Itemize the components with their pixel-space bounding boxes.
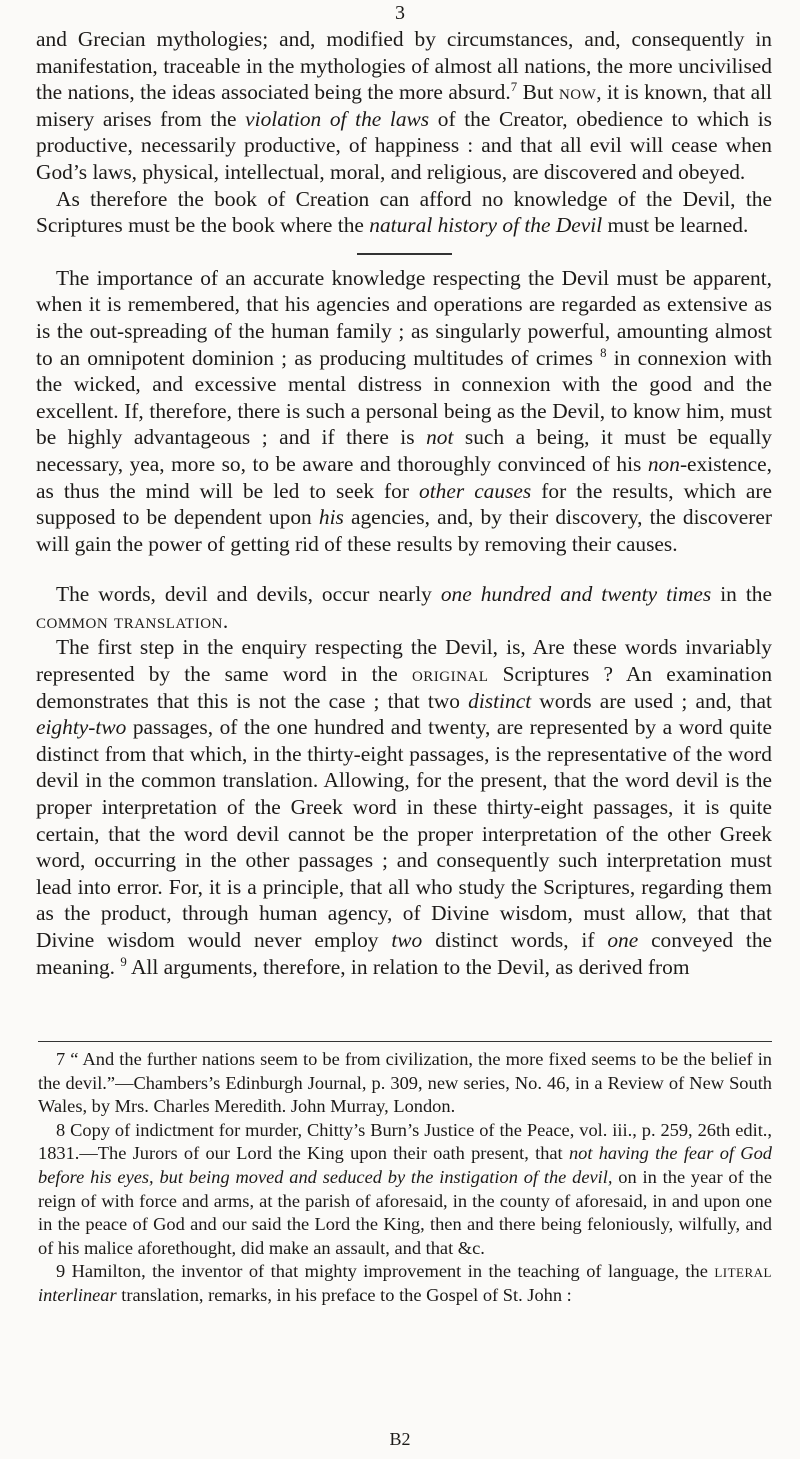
text-run: non: [647, 451, 680, 476]
section-divider: [357, 253, 452, 255]
paragraph-1: and Grecian mythologies; and, modified by circumstances, and, consequently in manifestation, traceable in the mythologies of almost all nations, the more uncivilised the nations, the ideas associated being the more absurd.$^7$ But now, it is known, that all misery arises from the violation of the laws of the Creator, obedience to which is productive, necessarily productive, of happiness : and that all evil will cease when God’s laws, physical, intellectual, moral, and religious, are discovered and obeyed.: [36, 27, 773, 184]
footnote-ref: 8: [600, 345, 607, 360]
footnotes: [38, 1048, 772, 1308]
text-run: now: [558, 80, 597, 105]
footnote-7: 7 “ And the further nations seem to be from civilization, the more fixed seems to be the belief in the devil.”—Chambers’s Edinburgh Journal, p. 309, new series, No. 46, in a Review of New South Wales, by Mrs. Charles Meredith. John Murray, London.: [38, 1049, 772, 1117]
text-run: violation of the laws: [245, 106, 430, 131]
text-run: original: [411, 662, 489, 687]
footnote-ref: 9: [120, 954, 127, 969]
text-run: not: [426, 425, 454, 450]
text-run: other causes: [419, 478, 532, 503]
paragraph-2: As therefore the book of Creation can afford no knowledge of the Devil, the Scriptures must be the book where the natural history of the Devil must be learned.: [36, 186, 772, 238]
text-run: not having the fear of God before his eyes, but being moved and seduced by the instigation of the devil,: [38, 1143, 772, 1187]
page-number: 3: [395, 2, 405, 24]
footnote-9: 9 Hamilton, the inventor of that mighty improvement in the teaching of language, the literal interlinear translation, remarks, in his preface to the Gospel of St. John :: [38, 1261, 772, 1305]
text-run: his: [318, 505, 344, 530]
text-run: one hundred and twenty times: [440, 582, 712, 607]
text-run: eighty-two: [36, 715, 127, 740]
text-run: literal: [714, 1261, 772, 1282]
text-run: natural history of the Devil: [369, 213, 603, 238]
text-run: two: [391, 928, 423, 952]
footnote-ref: 7: [510, 80, 518, 95]
signature-mark: B2: [389, 1429, 411, 1449]
footnote-divider: [38, 1041, 772, 1042]
footnote-8: 8 Copy of indictment for murder, Chitty’s Burn’s Justice of the Peace, vol. iii., p. 259, 26th edit., 1831.—The Jurors of our Lord the King upon their oath present, that not having the fear of God before his eyes, but being moved and seduced by the instigation of the devil, on in the year of the reign of with force and arms, at the parish of aforesaid, in the county of aforesaid, in and upon one in the peace of God and our said the Lord the King, then and there being feloniously, wilfully, and of his malice aforethought, did make an assault, and that &c.: [38, 1119, 773, 1258]
paragraph-5: The first step in the enquiry respecting the Devil, is, Are these words invariably represented by the same word in the original Scriptures ? An examination demonstrates that this is not the case ; that two distinct words are used ; and, that eighty-two passages, of the one hundred and twenty, are represented by a word quite distinct from that which, in the thirty-eight passages, is the representative of the word devil in the common translation. Allowing, for the present, that the word devil is the proper interpretation of the Greek word in these thirty-eight passages, it is quite certain, that the word devil cannot be the proper interpretation of the other Greek word, occurring in the other passages ; and consequently such interpretation must lead into error. For, it is a principle, that all who study the Scriptures, regarding them as the product, through human agency, of Divine wisdom, must allow, that that Divine wisdom would never employ two distinct words, if one conveyed the meaning. $^9$ All arguments, therefore, in relation to the Devil, as derived from: [36, 635, 773, 979]
text-run: common translation: [36, 608, 223, 633]
text-run: distinct: [468, 688, 532, 713]
paragraph-3: The importance of an accurate knowledge respecting the Devil must be apparent, when it is remembered, that his agencies and operations are regarded as extensive as is the out-spreading of the human family ; as singularly powerful, amounting almost to an omnipotent dominion ; as producing multitudes of crimes $^8$ in connexion with the wicked, and excessive mental distress in connexion with the good and the excellent. If, therefore, there is such a personal being as the Devil, to know him, must be highly advantageous ; and if there is not such a being, it must be equally necessary, yea, more so, to be aware and thoroughly convinced of his non-existence, as thus the mind will be led to seek for other causes for the results, which are supposed to be dependent upon his agencies, and, by their discovery, the discoverer will gain the power of getting rid of these results by removing their causes.: [36, 265, 773, 556]
text-run: one: [607, 928, 639, 952]
paragraph-4: The words, devil and devils, occur nearly one hundred and twenty times in the common translation.: [36, 582, 772, 633]
text-run: interlinear: [38, 1284, 117, 1305]
body-text: [36, 26, 772, 980]
